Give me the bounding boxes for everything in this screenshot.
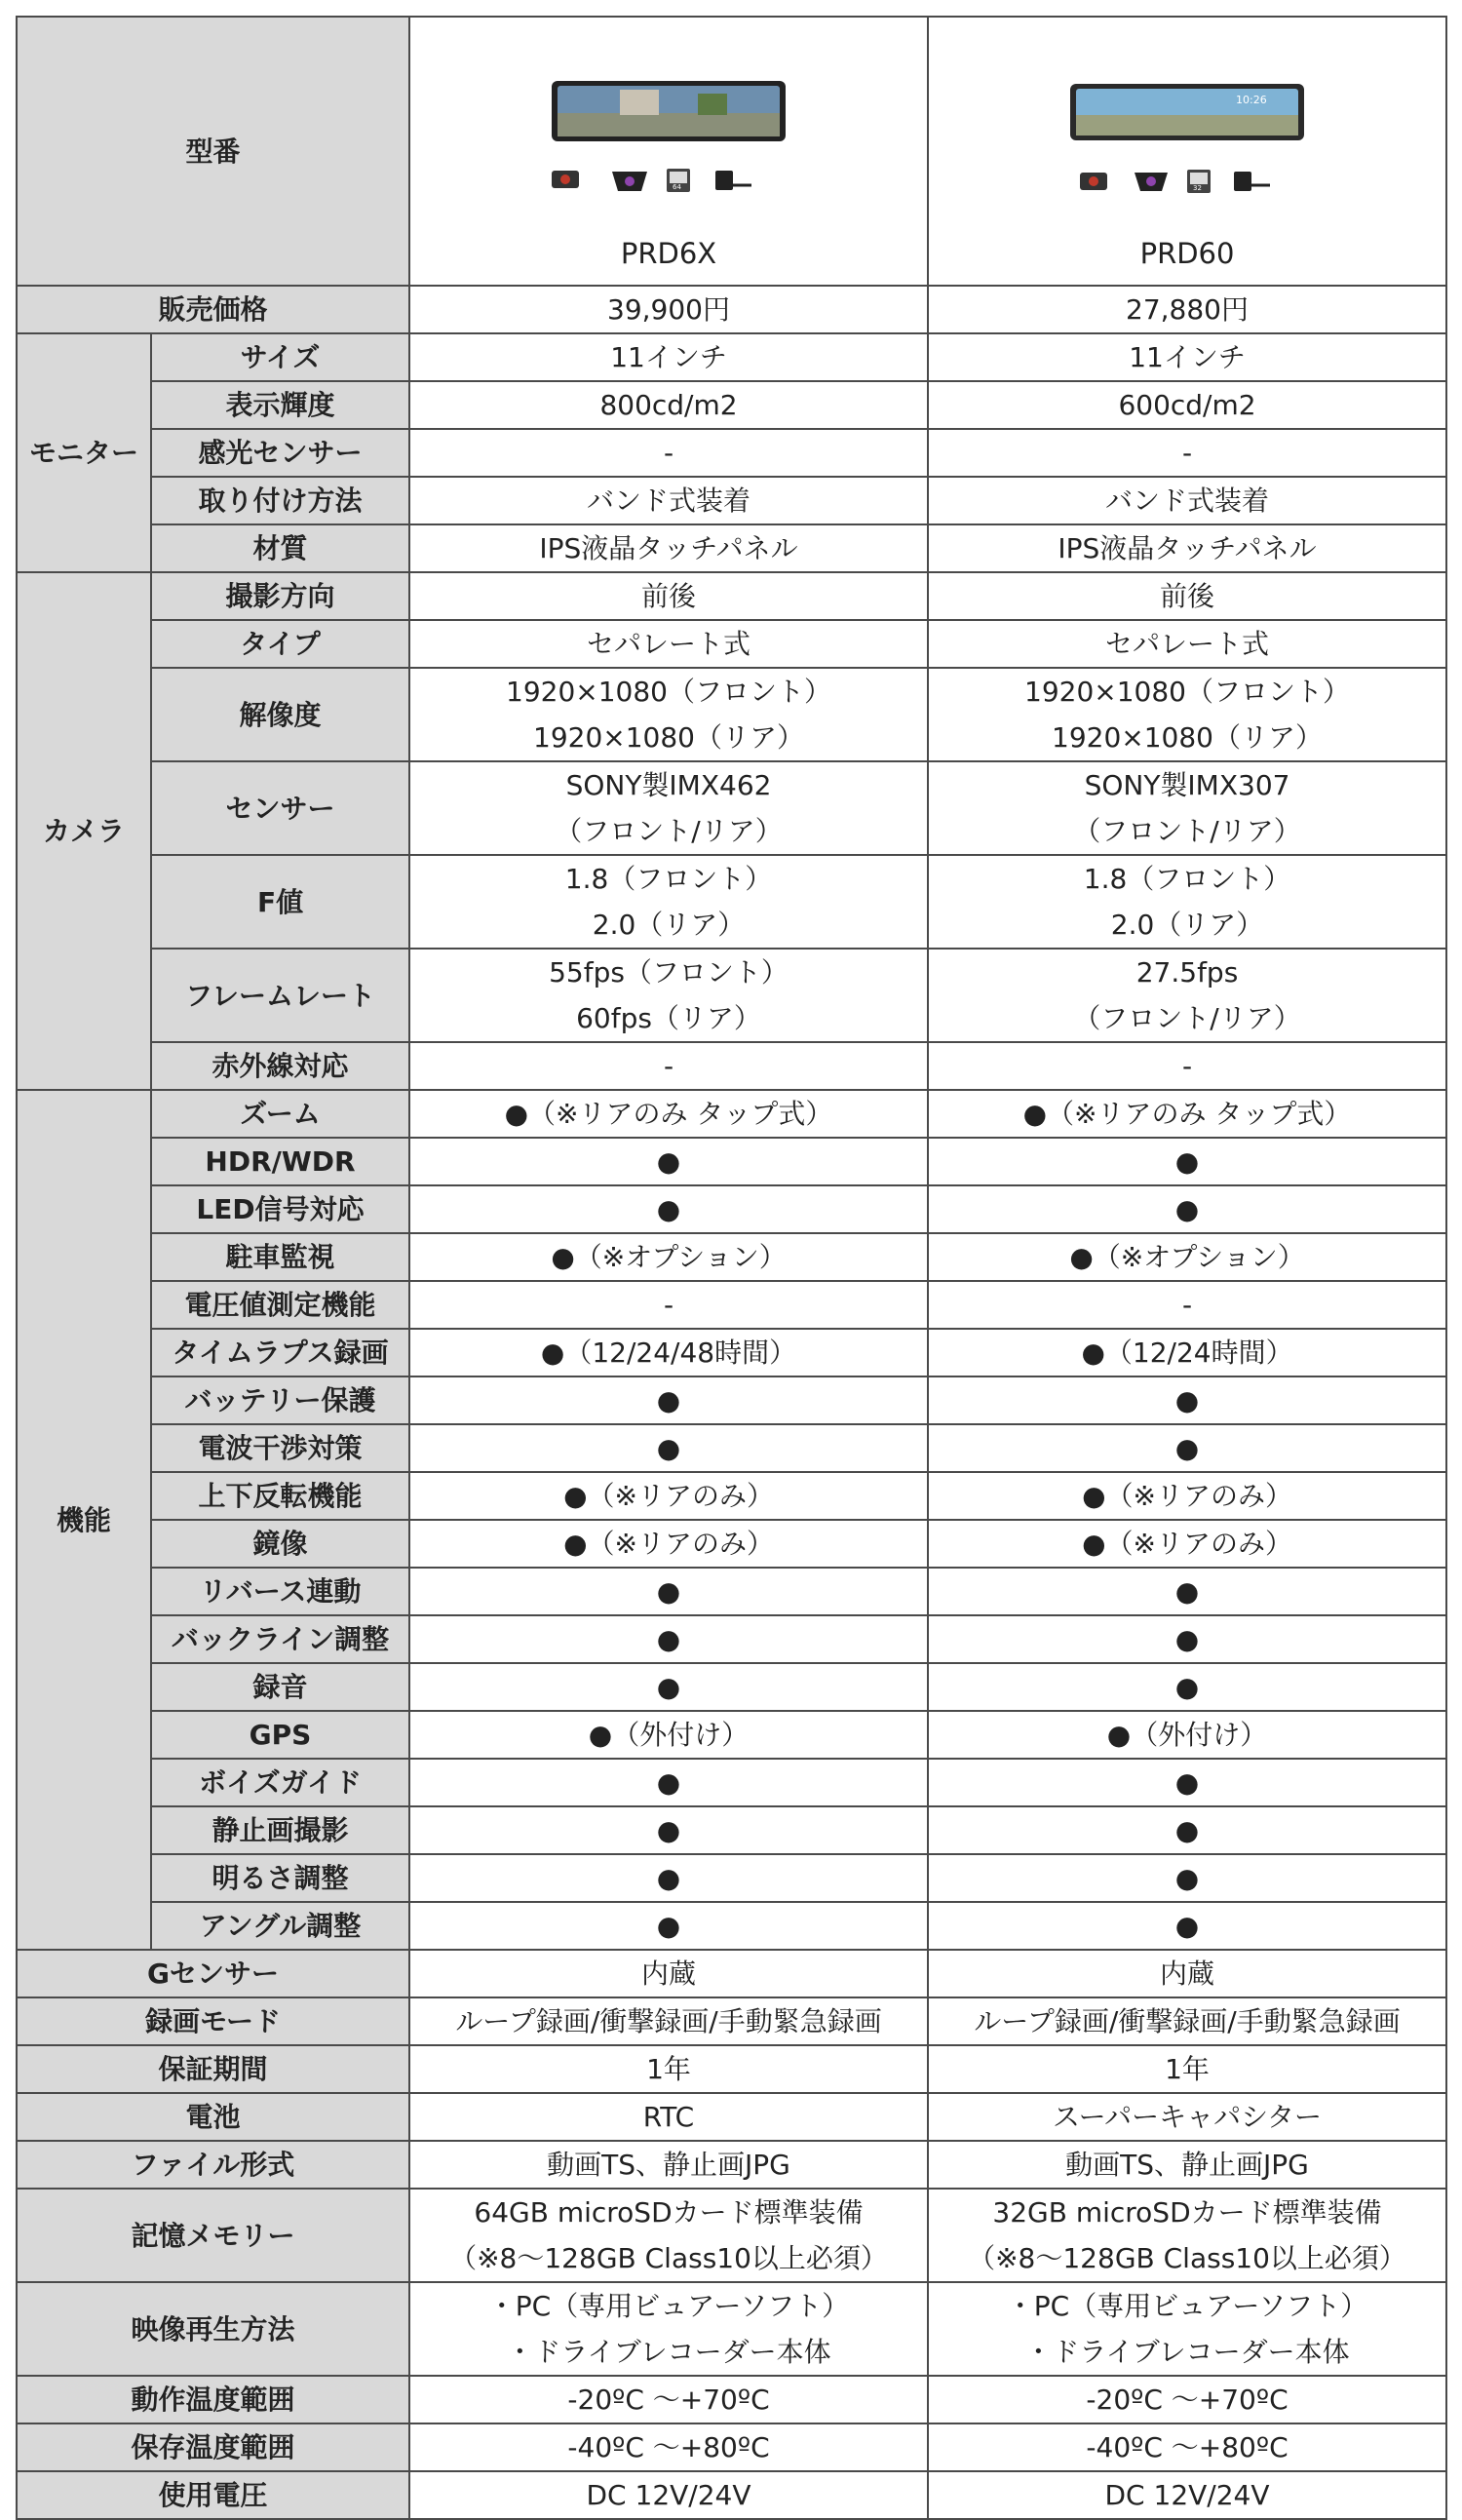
feature-row <box>17 1138 1446 1185</box>
feature-group-label: 機能 <box>17 1090 151 1950</box>
feature-row-label: 駐車監視 <box>151 1233 409 1281</box>
model-name-prd60: PRD60 <box>1139 237 1235 270</box>
feature-value-prd60: ● <box>928 1424 1446 1472</box>
model-name-prd6x: PRD6X <box>620 237 717 270</box>
monitor-group-label: モニター <box>17 333 151 572</box>
feature-value-prd60: ● <box>928 1568 1446 1615</box>
camera-value-prd6x <box>409 668 928 761</box>
monitor-value-prd60: IPS液晶タッチパネル <box>928 524 1446 572</box>
monitor-row <box>17 429 1446 477</box>
spec-value-prd6x: -20ºC ～+70ºC <box>409 2376 928 2423</box>
feature-row <box>17 1472 1446 1520</box>
spec-row <box>17 2093 1446 2141</box>
spec-row-label: Gセンサー <box>17 1950 409 1997</box>
feature-value-prd6x: ● <box>409 1376 928 1424</box>
spec-row <box>17 2141 1446 2189</box>
value-line: （フロント/リア） <box>555 815 783 847</box>
value-line: SONY製IMX307 <box>1084 769 1290 801</box>
feature-row <box>17 1090 1446 1138</box>
spec-value-prd60: 1年 <box>928 2045 1446 2093</box>
feature-row-label: 上下反転機能 <box>151 1472 409 1520</box>
feature-value-prd60: ● <box>928 1902 1446 1950</box>
feature-value-prd60: - <box>928 1281 1446 1329</box>
spec-value-prd6x: DC 12V/24V <box>409 2471 928 2519</box>
feature-value-prd6x: ● <box>409 1615 928 1663</box>
feature-row-label: タイムラプス録画 <box>151 1329 409 1376</box>
camera-group-label: カメラ <box>17 572 151 1090</box>
camera-row <box>17 572 1446 620</box>
camera-row <box>17 949 1446 1042</box>
value-line: 1920×1080（リア） <box>533 721 804 754</box>
feature-value-prd60: ●（※リアのみ タップ式） <box>928 1090 1446 1138</box>
value-line: 2.0（リア） <box>592 909 746 941</box>
spec-row-label: 記憶メモリー <box>17 2189 409 2282</box>
monitor-value-prd6x: - <box>409 429 928 477</box>
value-line: （※8～128GB Class10以上必須） <box>449 2242 888 2274</box>
camera-row <box>17 620 1446 668</box>
value-line: 1920×1080（フロント） <box>506 676 831 708</box>
feature-value-prd6x: ●（※リアのみ タップ式） <box>409 1090 928 1138</box>
camera-value-prd60: 前後 <box>928 572 1446 620</box>
value-line: SONY製IMX462 <box>565 769 772 801</box>
spec-value-prd60: 内蔵 <box>928 1950 1446 1997</box>
feature-value-prd6x: ● <box>409 1568 928 1615</box>
camera-value-prd60: セパレート式 <box>928 620 1446 668</box>
feature-value-prd60: ● <box>928 1138 1446 1185</box>
spec-value-prd60 <box>928 2282 1446 2376</box>
feature-row <box>17 1376 1446 1424</box>
model-row <box>17 17 1446 286</box>
feature-value-prd6x: ● <box>409 1424 928 1472</box>
monitor-row-label: 表示輝度 <box>151 381 409 429</box>
camera-row-label: 撮影方向 <box>151 572 409 620</box>
camera-value-prd6x: - <box>409 1042 928 1090</box>
camera-value-prd60 <box>928 949 1446 1042</box>
feature-row <box>17 1329 1446 1376</box>
monitor-row-label: 材質 <box>151 524 409 572</box>
camera-row <box>17 668 1446 761</box>
spec-value-prd6x: 動画TS、静止画JPG <box>409 2141 928 2189</box>
feature-value-prd6x: ●（※リアのみ） <box>409 1520 928 1568</box>
camera-value-prd6x <box>409 761 928 855</box>
camera-row-label: 赤外線対応 <box>151 1042 409 1090</box>
spec-row <box>17 2189 1446 2282</box>
price-value-prd60: 27,880円 <box>928 286 1446 333</box>
spec-value-prd6x: ループ録画/衝撃録画/手動緊急録画 <box>409 1997 928 2045</box>
value-line: ・PC（専用ビュアーソフト） <box>487 2290 850 2322</box>
camera-value-prd6x: 前後 <box>409 572 928 620</box>
spec-row-label: ファイル形式 <box>17 2141 409 2189</box>
product-image-prd6x <box>552 76 786 222</box>
value-line: （フロント/リア） <box>1073 815 1301 847</box>
value-line: 1.8（フロント） <box>1083 863 1291 895</box>
camera-row-label: フレームレート <box>151 949 409 1042</box>
feature-row-label: バックライン調整 <box>151 1615 409 1663</box>
value-line: （フロント/リア） <box>1073 1002 1301 1034</box>
monitor-value-prd6x: 800cd/m2 <box>409 381 928 429</box>
feature-row <box>17 1806 1446 1854</box>
svg-text:32: 32 <box>1193 184 1202 192</box>
monitor-value-prd6x: バンド式装着 <box>409 477 928 524</box>
monitor-value-prd60: - <box>928 429 1446 477</box>
feature-row <box>17 1281 1446 1329</box>
value-line: 1.8（フロント） <box>564 863 773 895</box>
camera-value-prd60 <box>928 761 1446 855</box>
feature-row-label: 録音 <box>151 1663 409 1711</box>
feature-value-prd6x: - <box>409 1281 928 1329</box>
spec-row-label: 保存温度範囲 <box>17 2423 409 2471</box>
feature-value-prd60: ● <box>928 1854 1446 1902</box>
feature-value-prd6x: ●（※リアのみ） <box>409 1472 928 1520</box>
feature-row-label: HDR/WDR <box>151 1138 409 1185</box>
feature-row-label: LED信号対応 <box>151 1185 409 1233</box>
spec-value-prd6x: -40ºC ～+80ºC <box>409 2423 928 2471</box>
monitor-value-prd6x: IPS液晶タッチパネル <box>409 524 928 572</box>
spec-row-label: 映像再生方法 <box>17 2282 409 2376</box>
spec-row-label: 保証期間 <box>17 2045 409 2093</box>
feature-value-prd60: ● <box>928 1663 1446 1711</box>
value-line: 64GB microSDカード標準装備 <box>474 2196 864 2229</box>
feature-row-label: 電圧値測定機能 <box>151 1281 409 1329</box>
spec-value-prd6x <box>409 2282 928 2376</box>
spec-row <box>17 1950 1446 1997</box>
monitor-value-prd60: 11インチ <box>928 333 1446 381</box>
spec-row <box>17 2376 1446 2423</box>
camera-value-prd6x <box>409 855 928 949</box>
feature-row <box>17 1854 1446 1902</box>
feature-row-label: アングル調整 <box>151 1902 409 1950</box>
spec-value-prd6x: 内蔵 <box>409 1950 928 1997</box>
camera-value-prd6x: セパレート式 <box>409 620 928 668</box>
feature-value-prd6x: ● <box>409 1138 928 1185</box>
feature-row <box>17 1424 1446 1472</box>
price-row <box>17 286 1446 333</box>
svg-text:64: 64 <box>673 183 681 191</box>
monitor-value-prd6x: 11インチ <box>409 333 928 381</box>
feature-row <box>17 1520 1446 1568</box>
spec-value-prd6x: 1年 <box>409 2045 928 2093</box>
value-line: 27.5fps <box>1135 956 1239 989</box>
feature-row-label: 鏡像 <box>151 1520 409 1568</box>
spec-value-prd60: DC 12V/24V <box>928 2471 1446 2519</box>
monitor-row-label: 取り付け方法 <box>151 477 409 524</box>
spec-value-prd60: スーパーキャパシター <box>928 2093 1446 2141</box>
spec-value-prd60 <box>928 2189 1446 2282</box>
feature-value-prd6x: ●（12/24/48時間） <box>409 1329 928 1376</box>
feature-value-prd60: ●（※オプション） <box>928 1233 1446 1281</box>
spec-row <box>17 2423 1446 2471</box>
feature-value-prd6x: ●（※オプション） <box>409 1233 928 1281</box>
feature-row <box>17 1568 1446 1615</box>
monitor-value-prd60: バンド式装着 <box>928 477 1446 524</box>
value-line: 32GB microSDカード標準装備 <box>992 2196 1382 2229</box>
feature-value-prd60: ● <box>928 1759 1446 1806</box>
feature-value-prd60: ●（※リアのみ） <box>928 1472 1446 1520</box>
feature-row-label: ズーム <box>151 1090 409 1138</box>
monitor-row <box>17 524 1446 572</box>
spec-value-prd60: -40ºC ～+80ºC <box>928 2423 1446 2471</box>
camera-row <box>17 855 1446 949</box>
monitor-row <box>17 333 1446 381</box>
feature-row <box>17 1759 1446 1806</box>
spec-value-prd6x: RTC <box>409 2093 928 2141</box>
feature-value-prd60: ● <box>928 1185 1446 1233</box>
camera-value-prd60 <box>928 855 1446 949</box>
camera-row-label: 解像度 <box>151 668 409 761</box>
feature-value-prd60: ● <box>928 1615 1446 1663</box>
spec-value-prd60: -20ºC ～+70ºC <box>928 2376 1446 2423</box>
value-line: 60fps（リア） <box>576 1002 761 1034</box>
spec-row <box>17 2045 1446 2093</box>
feature-value-prd60: ●（12/24時間） <box>928 1329 1446 1376</box>
camera-row <box>17 761 1446 855</box>
feature-value-prd6x: ● <box>409 1806 928 1854</box>
camera-value-prd6x <box>409 949 928 1042</box>
value-line: 1920×1080（フロント） <box>1024 676 1350 708</box>
feature-value-prd60: ● <box>928 1806 1446 1854</box>
feature-row-label: GPS <box>151 1711 409 1759</box>
feature-value-prd6x: ● <box>409 1902 928 1950</box>
spec-value-prd60: 動画TS、静止画JPG <box>928 2141 1446 2189</box>
model-cell-prd60 <box>928 17 1446 286</box>
value-line: ・PC（専用ビュアーソフト） <box>1006 2290 1368 2322</box>
spec-row <box>17 2471 1446 2519</box>
feature-row-label: 電波干渉対策 <box>151 1424 409 1472</box>
camera-row-label: タイプ <box>151 620 409 668</box>
value-line: 55fps（フロント） <box>549 956 789 989</box>
feature-row <box>17 1663 1446 1711</box>
feature-value-prd6x: ●（外付け） <box>409 1711 928 1759</box>
price-label: 販売価格 <box>17 286 409 333</box>
spec-row-label: 録画モード <box>17 1997 409 2045</box>
product-image-prd60 <box>1070 76 1304 222</box>
svg-text:10:26: 10:26 <box>1236 94 1267 106</box>
model-label: 型番 <box>17 17 409 286</box>
spec-comparison-table <box>16 16 1447 2520</box>
monitor-row-label: サイズ <box>151 333 409 381</box>
feature-value-prd6x: ● <box>409 1759 928 1806</box>
feature-row <box>17 1615 1446 1663</box>
spec-row-label: 動作温度範囲 <box>17 2376 409 2423</box>
monitor-row-label: 感光センサー <box>151 429 409 477</box>
value-line: ・ドライブレコーダー本体 <box>1024 2336 1350 2368</box>
spec-row-label: 電池 <box>17 2093 409 2141</box>
monitor-row <box>17 477 1446 524</box>
feature-row <box>17 1185 1446 1233</box>
feature-row-label: ボイズガイド <box>151 1759 409 1806</box>
model-cell-prd6x <box>409 17 928 286</box>
camera-value-prd60 <box>928 668 1446 761</box>
feature-row-label: 明るさ調整 <box>151 1854 409 1902</box>
feature-value-prd60: ● <box>928 1376 1446 1424</box>
feature-row-label: リバース連動 <box>151 1568 409 1615</box>
feature-row <box>17 1233 1446 1281</box>
camera-row-label: F値 <box>151 855 409 949</box>
spec-row <box>17 2282 1446 2376</box>
value-line: ・ドライブレコーダー本体 <box>506 2336 831 2368</box>
spec-row-label: 使用電圧 <box>17 2471 409 2519</box>
value-line: 1920×1080（リア） <box>1052 721 1323 754</box>
monitor-value-prd60: 600cd/m2 <box>928 381 1446 429</box>
price-value-prd6x: 39,900円 <box>409 286 928 333</box>
feature-value-prd60: ●（外付け） <box>928 1711 1446 1759</box>
camera-row-label: センサー <box>151 761 409 855</box>
feature-value-prd6x: ● <box>409 1663 928 1711</box>
feature-row-label: バッテリー保護 <box>151 1376 409 1424</box>
spec-row <box>17 1997 1446 2045</box>
feature-row-label: 静止画撮影 <box>151 1806 409 1854</box>
camera-value-prd60: - <box>928 1042 1446 1090</box>
feature-value-prd60: ●（※リアのみ） <box>928 1520 1446 1568</box>
monitor-row <box>17 381 1446 429</box>
value-line: 2.0（リア） <box>1110 909 1264 941</box>
feature-value-prd6x: ● <box>409 1854 928 1902</box>
feature-row <box>17 1711 1446 1759</box>
spec-value-prd60: ループ録画/衝撃録画/手動緊急録画 <box>928 1997 1446 2045</box>
camera-row <box>17 1042 1446 1090</box>
value-line: （※8～128GB Class10以上必須） <box>968 2242 1406 2274</box>
feature-value-prd6x: ● <box>409 1185 928 1233</box>
spec-value-prd6x <box>409 2189 928 2282</box>
feature-row <box>17 1902 1446 1950</box>
